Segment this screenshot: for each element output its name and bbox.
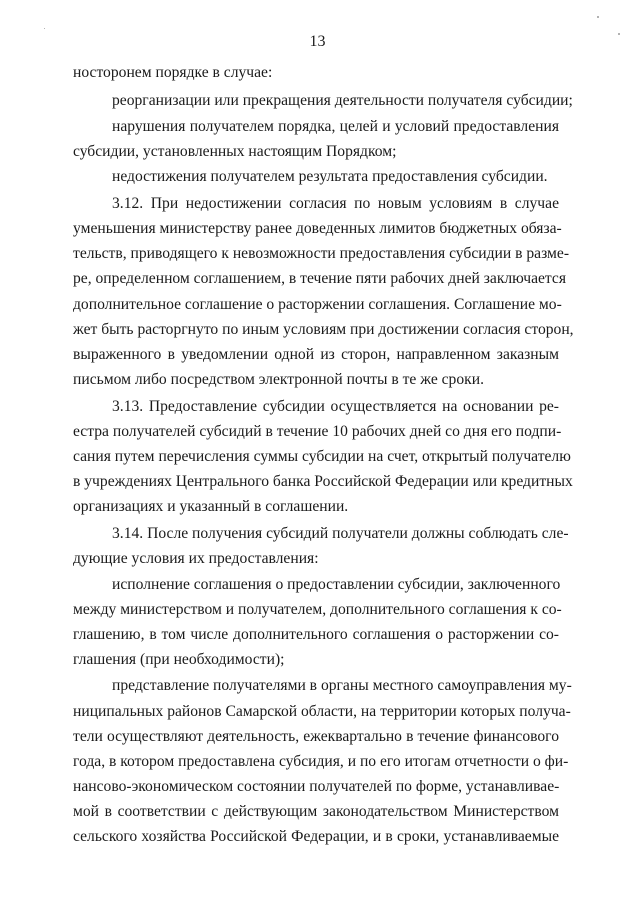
text-line: нансово-экономическом состоянии получателей по форме, устанавливае- [73,778,560,795]
scan-speck [44,28,45,29]
text-line: ниципальных районов Самарской области, на территории которых получа- [73,703,571,720]
scan-speck [618,33,620,35]
text-line: между министерством и получателем, дополнительного соглашения к со- [73,601,562,618]
text-line: представление получателями в органы местного самоуправления му- [112,677,572,694]
text-line: ре, определенном соглашением, в течение пяти рабочих дней заключается [73,270,567,287]
text-line: глашению, в том числе дополнительного соглашения о расторжении со- [73,626,559,643]
text-line: 3.13. Предоставление субсидии осуществляется на основании ре- [112,398,559,415]
text-line: нарушения получателем порядка, целей и условий предоставления [112,118,559,135]
text-line: тельств, приводящего к невозможности предоставления субсидии в разме- [73,245,570,262]
text-line: 3.14. После получения субсидий получатели должны соблюдать сле- [112,525,569,542]
text-line: реорганизации или прекращения деятельности получателя субсидии; [112,92,573,109]
text-line: естра получателей субсидий в течение 10 рабочих дней со дня его подпи- [73,423,562,440]
text-line: года, в котором предоставлена субсидия, и по его итогам отчетности о фи- [73,753,569,770]
text-line: носторонем порядке в случае: [73,64,273,81]
text-line: сания путем перечисления суммы субсидии на счет, открытый получателю [73,448,571,465]
text-line: в учреждениях Центрального банка Российской Федерации или кредитных [73,473,573,490]
text-line: сельского хозяйства Российской Федерации, и в сроки, устанавливаемые [73,828,559,845]
text-line: субсидии, установленных настоящим Порядком; [73,143,397,160]
text-line: недостижения получателем результата предоставления субсидии. [112,168,548,185]
text-line: дополнительное соглашение о расторжении соглашения. Соглашение мо- [73,296,562,313]
text-line: тели осуществляют деятельность, ежеквартально в течение финансового [73,728,559,745]
page-number: 13 [309,33,326,50]
text-line: дующие условия их предоставления: [73,550,319,567]
text-line: 3.12. При недостижении согласия по новым условиям в случае [112,195,559,212]
text-line: мой в соответствии с действующим законодательством Министерством [73,803,559,820]
scan-speck [597,16,599,18]
text-line: уменьшения министерству ранее доведенных лимитов бюджетных обяза- [73,220,562,237]
text-line: выраженного в уведомлении одной из сторон, направленном заказным [73,346,559,363]
text-line: письмом либо посредством электронной почты в те же сроки. [73,371,484,388]
text-line: глашения (при необходимости); [73,651,285,668]
text-line: жет быть расторгнуто по иным условиям при достижении согласия сторон, [73,321,574,338]
text-line: исполнение соглашения о предоставлении субсидии, заключенного [112,576,561,593]
text-line: организациях и указанный в соглашении. [73,498,349,515]
